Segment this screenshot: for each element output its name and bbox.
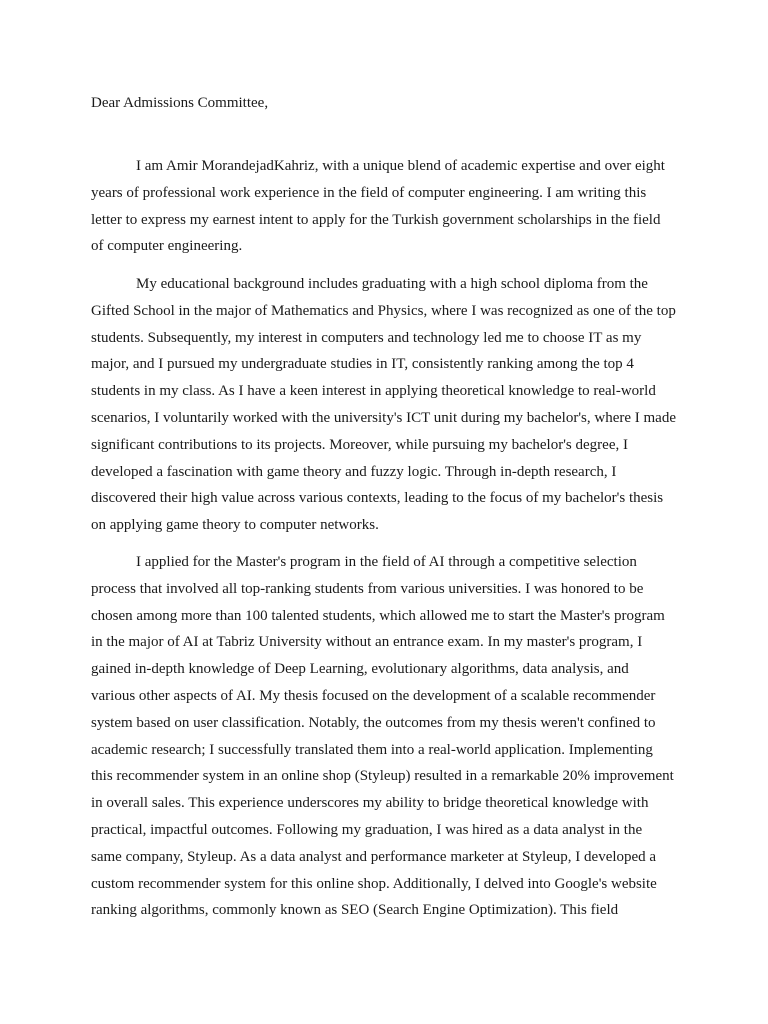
paragraph-line: I applied for the Master's program in the field of AI through a competitive selection [136, 554, 637, 570]
paragraph-line: My educational background includes graduating with a high school diploma from the [136, 276, 648, 292]
paragraph-line: major, and I pursued my undergraduate studies in IT, consistently ranking among the top 4 [91, 356, 634, 373]
salutation: Dear Admissions Committee, [91, 95, 269, 111]
paragraph-line: same company, Styleup. As a data analyst and performance marketer at Styleup, I developed a [91, 848, 657, 865]
paragraph-line: of computer engineering. [91, 238, 243, 255]
paragraph-education [91, 271, 676, 539]
paragraph-line: in the major of AI at Tabriz University without an entrance exam. In my master's program, I [91, 634, 643, 651]
paragraph-line: significant contributions to its projects. Moreover, while pursuing my bachelor's degree, I [91, 436, 628, 453]
paragraph-line: ranking algorithms, commonly known as SEO (Search Engine Optimization). This field [91, 902, 619, 919]
paragraph-line: this recommender system in an online shop (Styleup) resulted in a remarkable 20% improvement [91, 768, 674, 785]
paragraph-line: students. Subsequently, my interest in computers and technology led me to choose IT as my [91, 329, 642, 346]
paragraph-line: discovered their high value across various contexts, leading to the focus of my bachelor's thesis [91, 490, 664, 507]
paragraph-line: students in my class. As I have a keen interest in applying theoretical knowledge to real-world [91, 383, 656, 400]
paragraph-line: scenarios, I voluntarily worked with the university's ICT unit during my bachelor's, where I made [91, 409, 676, 426]
paragraph-line: system based on user classification. Notably, the outcomes from my thesis weren't confined to [91, 714, 656, 731]
paragraph-line: academic research; I successfully translated them into a real-world application. Implementing [91, 741, 653, 758]
paragraph-line: developed a fascination with game theory and fuzzy logic. Through in-depth research, I [91, 463, 617, 480]
paragraph-line: custom recommender system for this online shop. Additionally, I delved into Google's website [91, 875, 657, 892]
paragraph-line: practical, impactful outcomes. Following my graduation, I was hired as a data analyst in the [91, 821, 643, 838]
paragraph-line: process that involved all top-ranking students from various universities. I was honored to be [91, 580, 644, 597]
paragraph-line: years of professional work experience in the field of computer engineering. I am writing this [91, 184, 647, 201]
paragraph-line: Gifted School in the major of Mathematics and Physics, where I was recognized as one of the top [91, 302, 676, 319]
paragraph-line: I am Amir MorandejadKahriz, with a unique blend of academic expertise and over eight [136, 158, 665, 174]
paragraph-line: on applying game theory to computer networks. [91, 517, 379, 534]
paragraph-line: letter to express my earnest intent to apply for the Turkish government scholarships in the field [91, 211, 661, 228]
paragraph-line: gained in-depth knowledge of Deep Learning, evolutionary algorithms, data analysis, and [91, 661, 629, 678]
paragraph-line: chosen among more than 100 talented students, which allowed me to start the Master's program [91, 607, 665, 624]
paragraph-intro [91, 153, 665, 260]
paragraph-line: various other aspects of AI. My thesis focused on the development of a scalable recommender [91, 687, 656, 704]
paragraph-line: in overall sales. This experience underscores my ability to bridge theoretical knowledge with [91, 795, 649, 812]
paragraph-masters [91, 549, 674, 924]
